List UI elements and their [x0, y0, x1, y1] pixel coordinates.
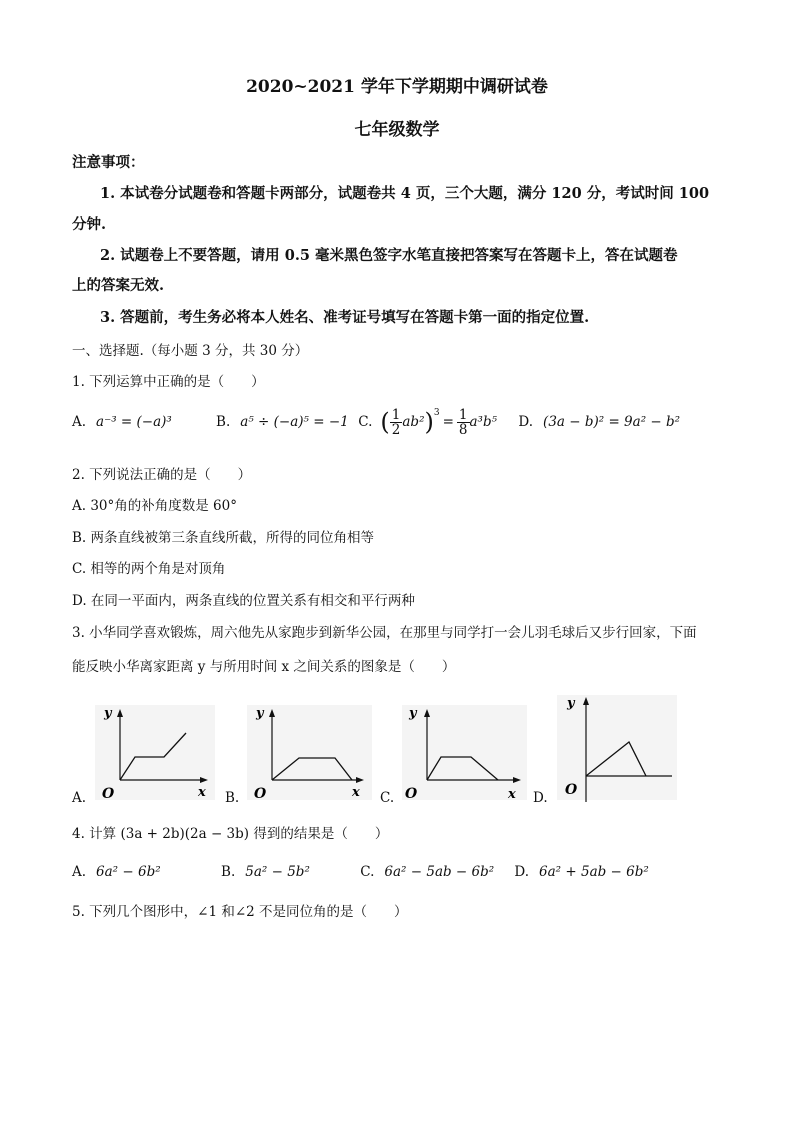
graph-b-x-label: x	[352, 785, 360, 800]
graph-d	[552, 690, 682, 805]
q4-option-c-label: C.	[360, 864, 375, 880]
section-heading: 一、选择题.（每小题 3 分，共 30 分）	[72, 343, 309, 359]
option-d-expr: (3a − b)² = 9a² − b²	[543, 414, 681, 430]
notice-item-3: 3. 答题前，考生务必将本人姓名、准考证号填写在答题卡第一面的指定位置.	[100, 309, 590, 326]
notice-item-2-line-1: 2. 试题卷上不要答题，请用 0.5 毫米黑色签字水笔直接把答案写在答题卡上，答在试题卷	[100, 247, 678, 264]
notice-item-1-line-2: 分钟.	[72, 216, 107, 233]
page-title: 2020~2021 学年下学期期中调研试卷	[246, 77, 548, 97]
option-b-expr: a⁵ ÷ (−a)⁵ = −1	[240, 414, 349, 430]
question-2-stem: 2. 下列说法正确的是（ ）	[72, 467, 252, 483]
graph-a	[90, 700, 220, 805]
option-a-expr: a⁻³ = (−a)³	[96, 414, 172, 430]
option-c-expr: ( $\frac{1}{2}$ ab² ) $^3$ = $\frac{1}{8}$ a³b⁵	[380, 406, 498, 438]
graph-c-x-label: x	[508, 787, 516, 802]
graph-c-label: C.	[380, 790, 395, 806]
graph-a-origin: O	[102, 786, 115, 802]
graph-a-x-label: x	[198, 785, 206, 800]
q4-option-a-label: A.	[72, 864, 87, 880]
question-1-stem: 1. 下列运算中正确的是（ ）	[72, 374, 265, 390]
question-1-options	[72, 402, 680, 442]
question-5-stem: 5. 下列几个图形中，∠1 和∠2 不是同位角的是（ ）	[72, 904, 408, 920]
question-2-option-c: C. 相等的两个角是对顶角	[72, 561, 226, 577]
q4-option-b-expr: 5a² − 5b²	[245, 864, 310, 880]
graph-b	[242, 700, 377, 805]
notice-item-2-line-2: 上的答案无效.	[72, 277, 165, 294]
q4-option-d-label: D.	[514, 864, 530, 880]
notice-item-1-line-1: 1. 本试卷分试题卷和答题卡两部分，试题卷共 4 页，三个大题，满分 120 分，考试时间 100	[100, 185, 710, 202]
option-b-label: B.	[216, 414, 231, 430]
graph-a-label: A.	[72, 790, 87, 806]
graph-d-y-label: y	[567, 696, 575, 711]
notice-heading: 注意事项：	[72, 154, 145, 171]
graph-d-label: D.	[533, 790, 548, 806]
graph-c-origin: O	[405, 786, 418, 802]
graph-a-y-label: y	[104, 706, 112, 721]
graph-b-label: B.	[225, 790, 240, 806]
option-d-label: D.	[518, 414, 534, 430]
question-2-option-d: D. 在同一平面内，两条直线的位置关系有相交和平行两种	[72, 593, 415, 609]
q4-option-a-expr: 6a² − 6b²	[96, 864, 161, 880]
question-4-stem: 4. 计算 (3a + 2b)(2a − 3b) 得到的结果是（ ）	[72, 826, 389, 842]
option-c-label: C.	[358, 414, 373, 430]
graph-b-origin: O	[254, 786, 267, 802]
question-4-options	[72, 862, 649, 882]
question-3-stem-line-2: 能反映小华离家距离 y 与所用时间 x 之间关系的图象是（ ）	[72, 659, 456, 675]
graph-d-origin: O	[565, 782, 578, 798]
graph-c	[397, 700, 532, 805]
q4-option-d-expr: 6a² + 5ab − 6b²	[539, 864, 649, 880]
q4-option-c-expr: 6a² − 5ab − 6b²	[384, 864, 495, 880]
graph-c-y-label: y	[409, 706, 417, 721]
question-2-option-a: A. 30°角的补角度数是 60°	[72, 498, 237, 514]
page-subtitle: 七年级数学	[354, 120, 440, 140]
q4-option-b-label: B.	[221, 864, 236, 880]
graph-b-y-label: y	[256, 706, 264, 721]
question-3-stem-line-1: 3. 小华同学喜欢锻炼，周六他先从家跑步到新华公园，在那里与同学打一会儿羽毛球后又步行回家，下面	[72, 625, 697, 641]
option-a-label: A.	[72, 414, 87, 430]
question-2-option-b: B. 两条直线被第三条直线所截，所得的同位角相等	[72, 530, 375, 546]
